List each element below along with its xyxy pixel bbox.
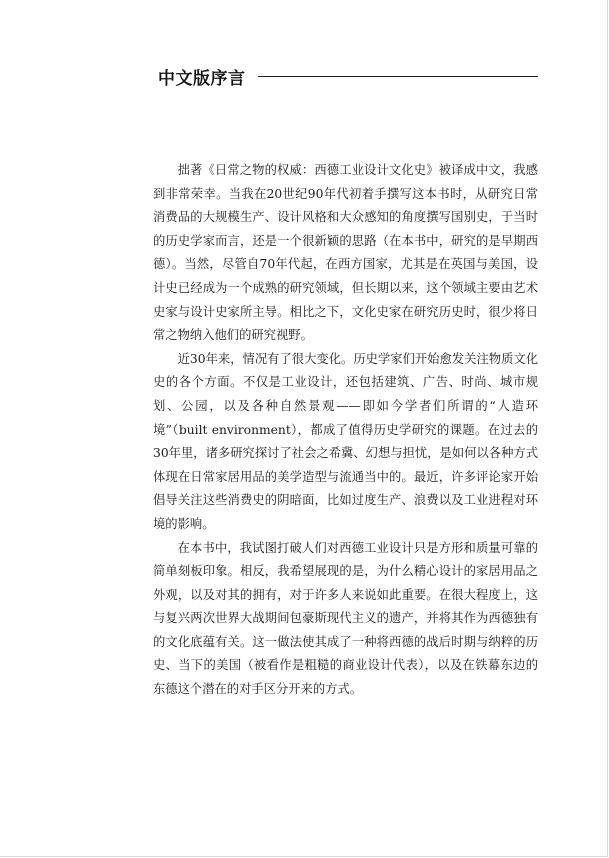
paragraph-3: 在本书中，我试图打破人们对西德工业设计只是方形和质量可靠的简单刻板印象。相反，我希望展现的是，为什么精心设计的家居用品之外观，以及对其的拥有，对于许多人来说如此重要。在很大程度上，这与复兴两次世界大战期间包豪斯现代主义的遗产，并将其作为西德独有的文化底蕴有关。这一做法使其成了一种将西德的战后时期与纳粹的历史、当下的美国（被看作是粗糙的商业设计代表），以及在铁幕东边的东德这个潜在的对手区分开来的方式。 <box>153 540 538 697</box>
paragraph-2: 近30年来，情况有了很大变化。历史学家们开始愈发关注物质文化史的各个方面。不仅是工业设计，还包括建筑、广告、时尚、城市规划、公园，以及各种自然景观——即如今学者们所谓的“人造环境”（built environment），都成了值得历史学研究的课题。在过去的30年里，诸多研究探讨了社会之希冀、幻想与担忧，是如何以各种方式体现在日常家居用品的美学造型与流通当中的。最近，许多评论家开始倡导关注这些消费史的阴暗面，比如过度生产、浪费以及工业进程对环境的影响。 <box>153 351 538 531</box>
header-rule <box>258 76 539 77</box>
chapter-title: 中文版序言 <box>158 68 246 89</box>
body-text <box>153 159 538 702</box>
chapter-header <box>158 64 538 88</box>
paragraph-1: 拙著《日常之物的权威：西德工业设计文化史》被译成中文，我感到非常荣幸。当我在20世纪90年代初着手撰写这本书时，从研究日常消费品的大规模生产、设计风格和大众感知的角度撰写国别史，于当时的历史学家而言，还是一个很新颖的思路（在本书中，研究的是早期西德）。当然，尽管自70年代起，在西方国家，尤其是在英国与美国，设计史已经成为一个成熟的研究领域，但长期以来，这个领域主要由艺术史家与设计史家所主导。相比之下，文化史家在研究历史时，很少将日常之物纳入他们的研究视野。 <box>153 163 538 343</box>
